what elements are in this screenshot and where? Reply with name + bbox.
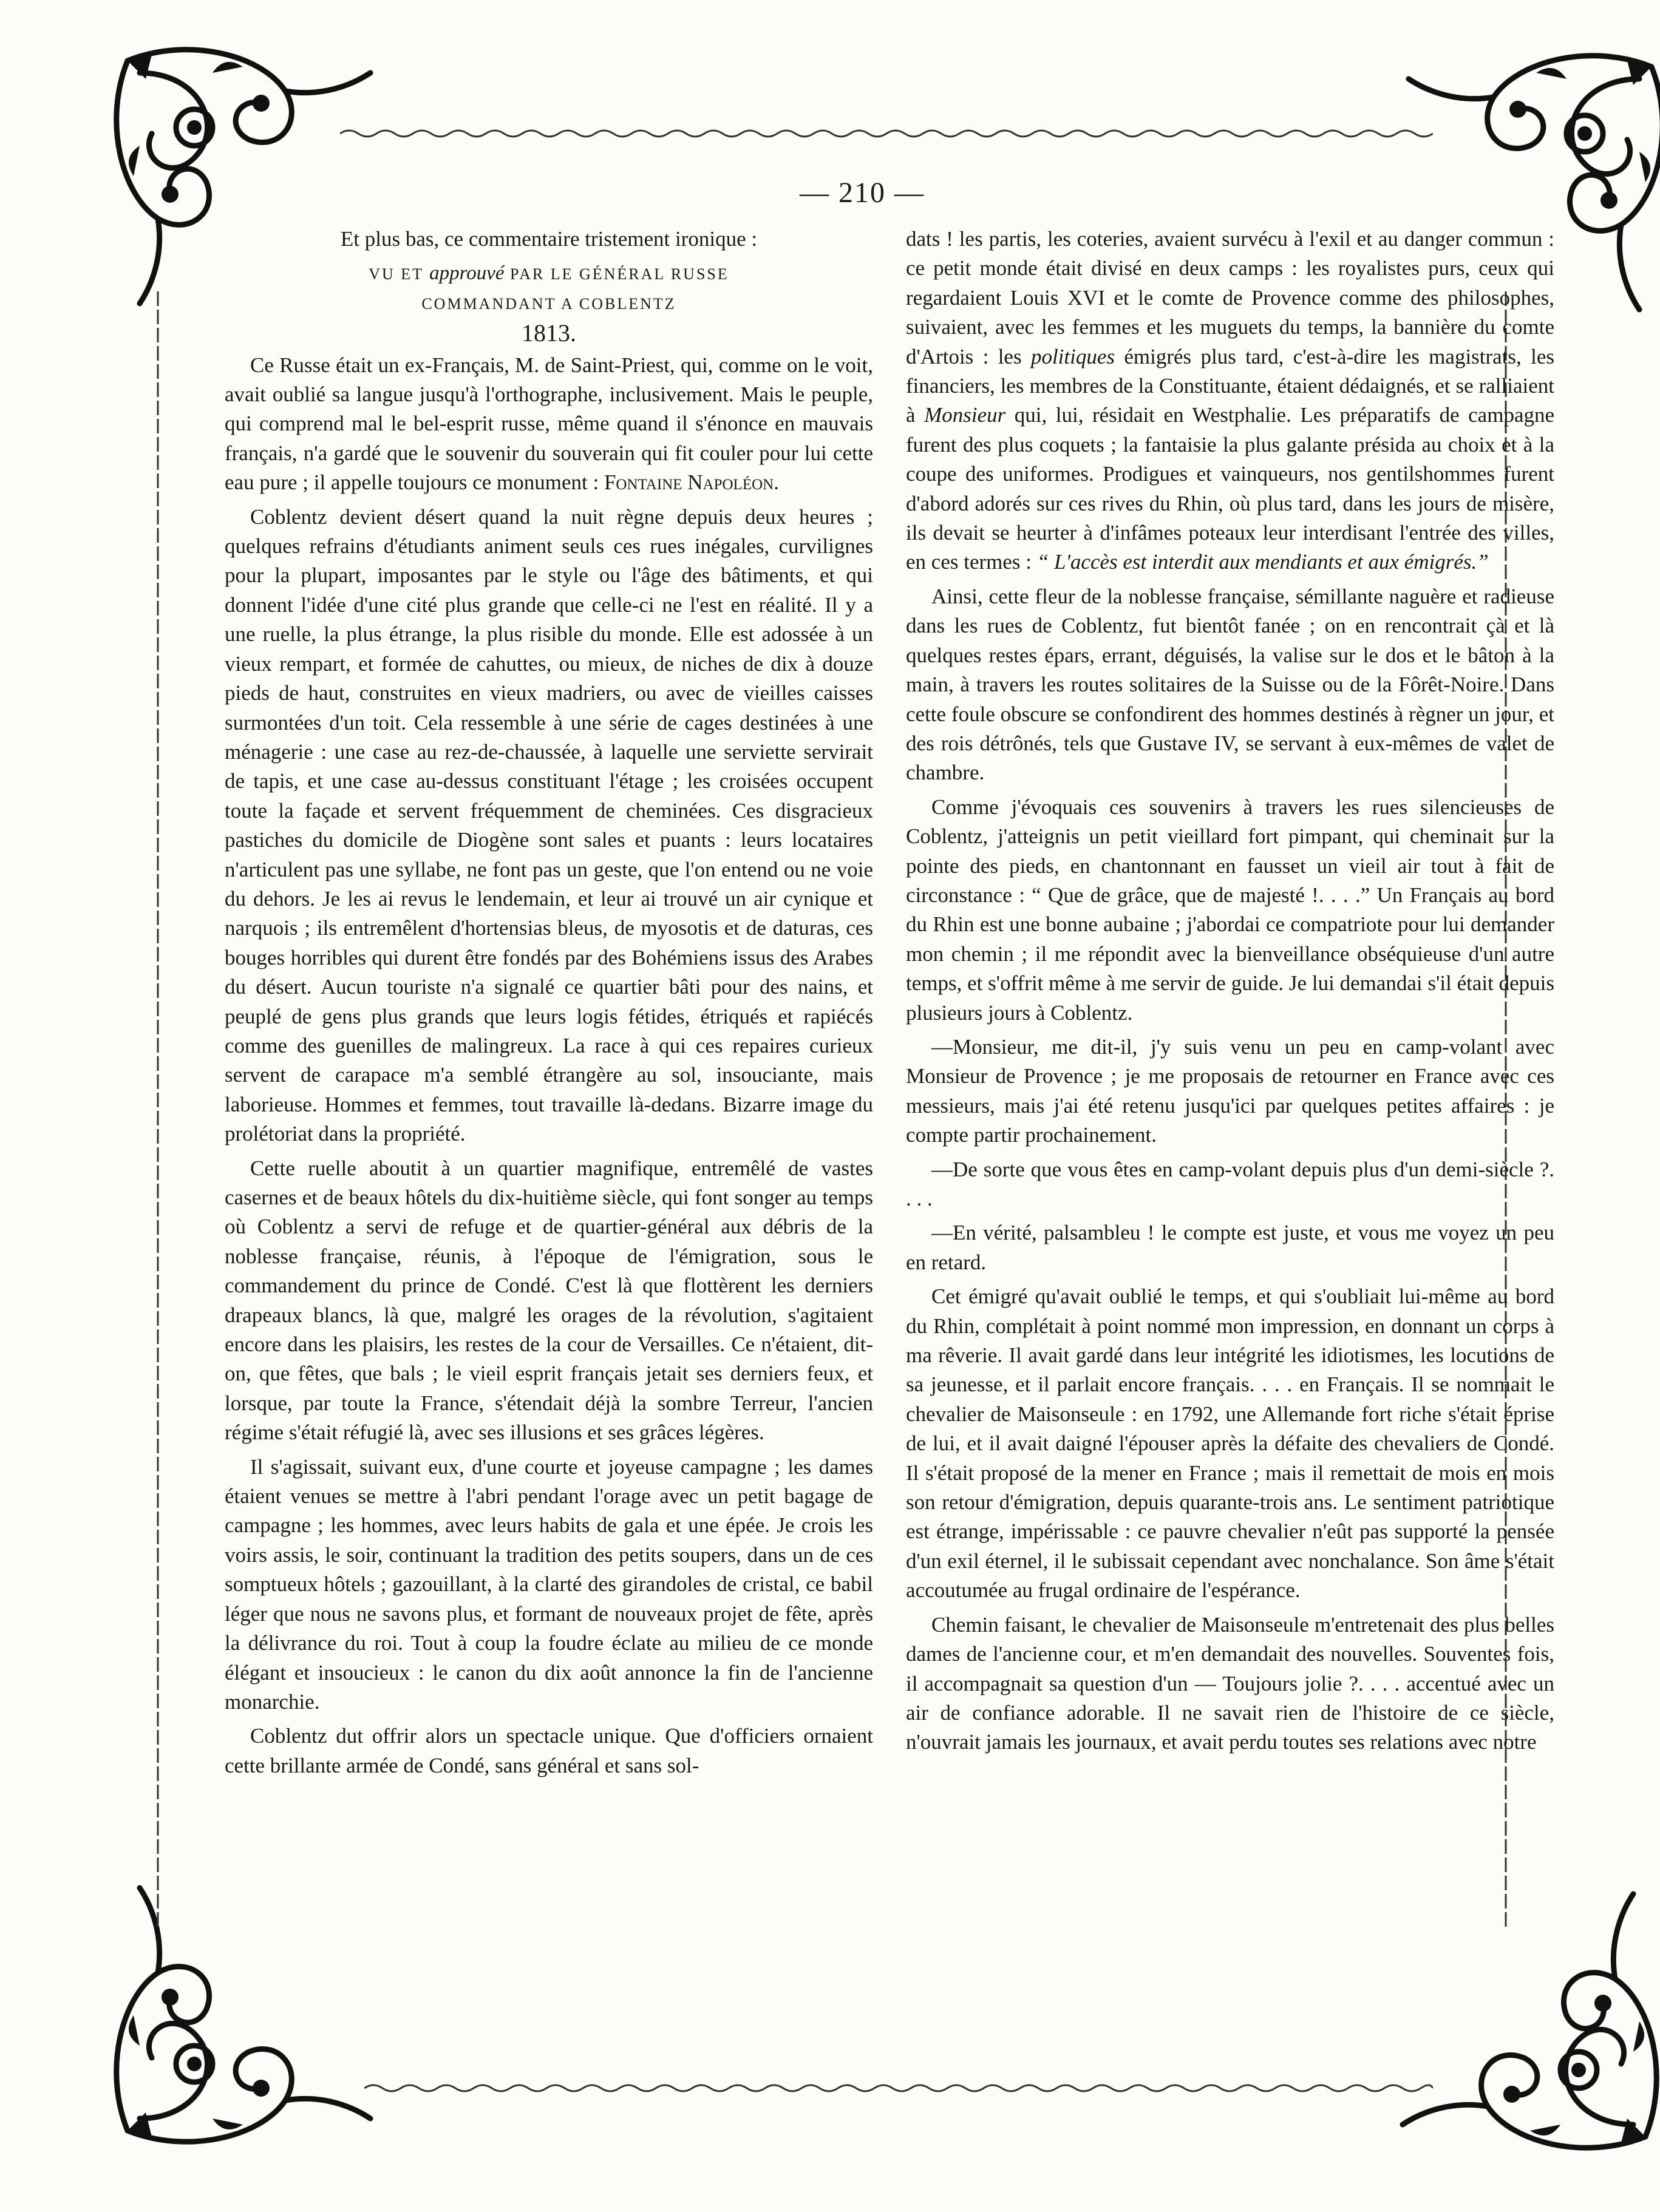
paragraph: Comme j'évoquais ces souvenirs à travers les rues silencieuses de Coblentz, j'atteignis un petit vieillard fort pimpant, qui cheminait sur la pointe des pieds, en chantonnant en fausset un vieil air tout à fait de circonstance : “ Que de grâce, que de majesté !. . . .” Un Français au bord du Rhin est une bonne aubaine ; j'abordai ce compatriote pour lui demander mon chemin ; il me répondit avec la bienveillance obséquieuse d'un autre temps, et s'offrit même à me servir de guide. Je lui demandai s'il était depuis plusieurs jours à Coblentz. (906, 795, 1554, 1025)
inscription-year: 1813. (522, 319, 576, 347)
page-number: — 210 — (800, 177, 925, 209)
inscription-approuve: approuvé (429, 262, 505, 285)
inscription-line-2: COMMANDANT A COBLENTZ (421, 294, 676, 313)
scroll-ornament-icon (103, 1870, 389, 2155)
inscription-line-1 (225, 259, 873, 289)
paragraph: Il s'agissait, suivant eux, d'une courte et joyeuse campagne ; les dames étaient venues se mettre à l'abri pendant l'orage avec un petit bagage de campagne ; les hommes, avec leurs habits de gala et une épée. Je crois les voirs assis, le soir, continuant la tradition des petits soupers, dans un de ces somptueux hôtels ; gazouillant, à la clarté des girandoles de cristal, ce babil léger que nous ne savons plus, et formant de nouveaux projet de fête, après la délivrance du roi. Tout à coup la foudre éclate au milieu de ce monde élégant et insoucieux : le canon du dix août annonce la fin de l'ancienne monarchie. (225, 1454, 873, 1714)
intro-line: Et plus bas, ce commentaire tristement ironique : (340, 227, 758, 251)
italic-monsieur: Monsieur (924, 403, 1006, 427)
paragraph: —De sorte que vous êtes en camp-volant depuis plus d'un demi-siècle ?. . . . (906, 1157, 1554, 1210)
paragraph (225, 351, 873, 498)
paragraph: Coblentz dut offrir alors un spectacle unique. Que d'officiers ornaient cette brillante armée de Condé, sans général et sans sol- (225, 1724, 873, 1777)
paragraph: Chemin faisant, le chevalier de Maisonseule m'entretenait des plus belles dames de l'ancienne cour, et m'en demandait des nouvelles. Souventes fois, il accompagnait sa question d'un — Toujours jolie ?. . . . accentué avec un air de confiance adorable. Il ne savait rien de l'histoire de ce siècle, n'ouvrait jamais les journaux, et avait perdu toutes ses relations avec notre (906, 1612, 1554, 1754)
paragraph: Ainsi, cette fleur de la noblesse française, sémillante naguère et radieuse dans les rues de Coblentz, fut bientôt fanée ; on en rencontrait çà et là quelques restes épars, errant, déguisés, la valise sur le dos et le bâton à la main, à travers les routes solitaires de la Suisse ou de la Fôrêt-Noire. Dans cette foule obscure se confondirent des hommes destinés à règner un jour, et des rois détrônés, tels que Gustave IV, se servant à eux-mêmes de valet de chambre. (906, 584, 1554, 785)
border-line-top (340, 124, 1433, 143)
paragraph-text: émigrés plus tard, c'est-à-dire les magistrats, les financiers, les membres de la Constituante, étaient dédaignés, et se ralliaient à (906, 344, 1555, 427)
paragraph: Coblentz devient désert quand la nuit règne depuis deux heures ; quelques refrains d'étudiants animent seuls ces rues inégales, curvilignes pour la plupart, imposantes par le style ou l'âge des bâtiments, et qui donnent l'idée d'une cité plus grande que celle-ci ne l'est en réalité. Il y a une ruelle, la plus étrange, la plus risible du monde. Elle est adossée à un vieux rempart, et formée de cahuttes, ou mieux, de niches de dix à douze pieds de haut, construites en vieux madriers, ou avec de vieilles caisses surmontées d'un toit. Cela ressemble à une série de cages destinées à une ménagerie : une case au rez-de-chaussée, à laquelle une serviette servirait de tapis, et une case au-dessus constituant l'étage ; les croisées occupent toute la façade et servent fréquemment de cheminées. Ces disgracieux pastiches du domicile de Diogène sont sales et puants : leurs locataires n'articulent pas une syllabe, ne font pas un geste, que l'on entend ou ne voie du dehors. Je les ai revus le lendemain, et leur ai trouvé un air cynique et narquois ; ils entremêlent d'hortensias bleus, de myosotis et de daturas, ces bouges horribles qui durent être fondés par des Bohémiens issus des Arabes du désert. Aucun touriste n'a signalé ce quartier bâti pour des nains, et peuplé de gens plus grands que leurs logis fétides, étriqués et rapiécés comme des guenilles de malingreux. La race à qui ces repaires curieux servent de carapace m'a semblé étrangère au sol, insouciante, mais laborieuse. Hommes et femmes, tout travaille là-dedans. Bizarre image du prolétoriat dans la propriété. (225, 504, 873, 1146)
paragraph (906, 225, 1554, 577)
paragraph: —Monsieur, me dit-il, j'y suis venu un peu en camp-volant avec Monsieur de Provence ; je me proposais de retourner en France avec ces messieurs, mais j'ai été retenu jusqu'ici par quelques petites affaires : je compte partir prochainement. (906, 1034, 1554, 1147)
left-column (225, 225, 873, 1785)
corner-ornament-bottom-right (1384, 1876, 1660, 2161)
paragraph: —En vérité, palsambleu ! le compte est juste, et vous me voyez un peu en retard. (906, 1221, 1554, 1274)
paragraph-text: qui, lui, résidait en Westphalie. Les préparatifs de campagne furent des plus coquets ; la fantaisie la plus galante présida au choix et à la coupe des uniformes. Prodigues et vainqueurs, nos gentilshommes furent d'abord adorés sur ces rives du Rhin, où plus tard, dans les jours de misère, ils devait se heurter à d'infâmes poteaux leur interdisant l'entrée des villes, en ces termes : (906, 403, 1555, 574)
monument-name: Fontaine Napoléon. (604, 470, 779, 495)
paragraph-text: Ce Russe était un ex-Français, M. de Saint-Priest, qui, comme on le voit, avait oublié sa langue jusqu'à l'orthographe, inclusivement. Mais le peuple, qui comprend mal le bel-esprit russe, même quand il s'énonce en mauvais français, n'a gardé que le souvenir du souverain qui fit couler pour lui cette eau pure ; il appelle toujours ce monument : (225, 353, 873, 495)
scroll-ornament-icon (1384, 1876, 1660, 2161)
border-line-left (149, 291, 167, 1930)
italic-politiques: politiques (1030, 344, 1115, 368)
paragraph: Cet émigré qu'avait oublié le temps, et qui s'oubliait lui-même au bord du Rhin, complétait à point nommé mon impression, en donnant un corps à ma rêverie. Il avait gardé dans leur intégrité les idiotismes, les locutions de sa jeunesse, et il parlait encore français. . . . en Français. Il se nommait le chevalier de Maisonseule : en 1792, une Allemande fort riche s'était éprise de lui, et il avait daigné l'épouser après la défaite des chevaliers de Condé. Il s'était proposé de la mener en France ; mais il remettait de mois en mois son retour d'émigration, depuis quarante-trois ans. Le sentiment patriotique est étrange, impérissable : ce pauvre chevalier n'eût pas supporté la pensée d'un exil éternel, il le subissait cependant avec nonchalance. Son âme s'était accoutumée au frugal ordinaire de l'espérance. (906, 1284, 1554, 1603)
paragraph: Cette ruelle aboutit à un quartier magnifique, entremêlé de vastes casernes et de beaux hôtels du dix-huitième siècle, qui font songer au temps où Coblentz a servi de refuge et de quartier-général aux débris de la noblesse française, réunis, à l'époque de l'émigration, sous le commandement du prince de Condé. C'est là que flottèrent les derniers drapeaux blancs, là que, malgré les orages de la révolution, s'agitaient encore dans les plaisirs, les restes de la cour de Versailles. Ce n'étaient, dit-on, que fêtes, que bals ; le vieil esprit français jetait ses derniers feux, et lorsque, par toute la France, s'étendait déjà la sombre Terreur, l'ancien régime s'était réfugié là, avec ses illusions et ses grâces légères. (225, 1156, 873, 1445)
inscription-vu-et: VU ET (369, 265, 424, 283)
right-column (906, 225, 1554, 1762)
corner-ornament-bottom-left (103, 1870, 389, 2155)
italic-notice: “ L'accès est interdit aux mendiants et aux émigrés.” (1036, 550, 1489, 574)
paragraph-text: dats ! les partis, les coteries, avaient survécu à l'exil et au danger commun : ce petit monde était divisé en deux camps : les royalistes purs, ceux qui regardaient Louis XVI et le comte de Provence comme des philosophes, suivaient, avec les femmes et les muguets du temps, la bannière du comte d'Artois : les (906, 227, 1554, 368)
inscription-general-russe: PAR LE GÉNÉRAL RUSSE (510, 265, 729, 283)
border-line-bottom (364, 2079, 1433, 2097)
